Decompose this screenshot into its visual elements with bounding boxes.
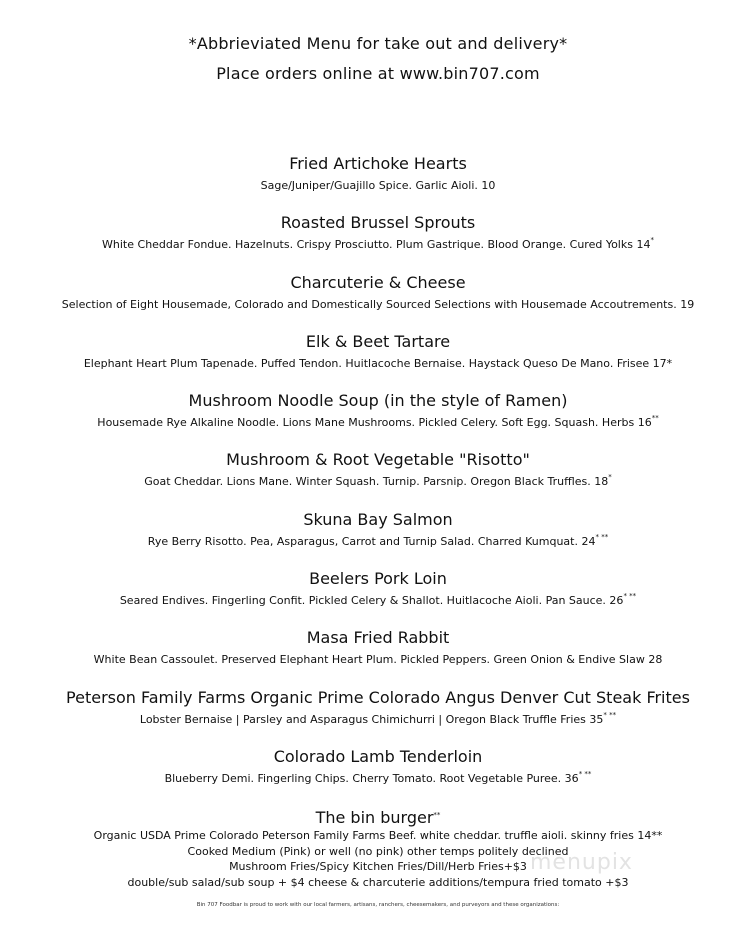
item-desc: Lobster Bernaise | Parsley and Asparagus Chimichurri | Oregon Black Truffle Fries 35 xyxy=(139,712,604,726)
item-title: Fried Artichoke Hearts xyxy=(289,154,467,173)
item-desc: Selection of Eight Housemade, Colorado and Domestically Sourced Selections with Housemade Accoutrements. 19 xyxy=(61,297,695,311)
menu-item-bin-burger xyxy=(0,805,756,889)
item-mark: * ** xyxy=(603,710,617,719)
item-desc: White Bean Cassoulet. Preserved Elephant Heart Plum. Pickled Peppers. Green Onion & Endive Slaw 28 xyxy=(93,653,663,667)
item-desc: Cooked Medium (Pink) or well (no pink) other temps politely declined xyxy=(187,844,569,858)
item-title: Colorado Lamb Tenderloin xyxy=(273,746,483,766)
item-title: Masa Fried Rabbit xyxy=(306,628,450,648)
item-title: Roasted Brussel Sprouts xyxy=(280,213,476,233)
item-mark: * xyxy=(650,236,654,245)
item-desc: Elephant Heart Plum Tapenade. Puffed Tendon. Huitlacoche Bernaise. Haystack Queso De Mano. Frisee 17* xyxy=(83,356,673,370)
menu-item xyxy=(0,212,756,271)
watermark: menupix xyxy=(530,850,633,875)
item-title: Peterson Family Farms Organic Prime Colorado Angus Denver Cut Steak Frites xyxy=(66,687,690,707)
menu-item xyxy=(0,568,756,627)
item-desc: Organic USDA Prime Colorado Peterson Family Farms Beef. white cheddar. truffle aioli. skinny fries 14** xyxy=(93,829,663,843)
item-desc: Rye Berry Risotto. Pea, Asparagus, Carrot and Turnip Salad. Charred Kumquat. 24 xyxy=(147,534,596,548)
item-desc: Seared Endives. Fingerling Confit. Pickled Celery & Shallot. Huitlacoche Aioli. Pan Sauce. 26 xyxy=(119,594,624,608)
item-title: Mushroom & Root Vegetable "Risotto" xyxy=(226,450,530,470)
item-title: The bin burger xyxy=(315,808,434,828)
item-title: Elk & Beet Tartare xyxy=(305,331,451,351)
menu-item xyxy=(0,627,756,686)
menu-items xyxy=(0,153,756,889)
menu-item xyxy=(0,449,756,508)
item-mark: * ** xyxy=(595,532,609,541)
item-desc: Blueberry Demi. Fingerling Chips. Cherry Tomato. Root Vegetable Puree. 36 xyxy=(164,771,579,785)
menu-item xyxy=(0,687,756,746)
item-desc: White Cheddar Fondue. Hazelnuts. Crispy Prosciutto. Plum Gastrique. Blood Orange. Cured Yolks 14 xyxy=(102,238,651,252)
item-desc: double/sub salad/sub soup + $4 cheese & charcuterie additions/tempura fried tomato +$3 xyxy=(127,875,629,889)
item-mark: * ** xyxy=(623,592,637,601)
footer-text: Bin 707 Foodbar is proud to work with our local farmers, artisans, ranchers, cheesemakers, and purveyors and these organizations: xyxy=(196,902,560,908)
item-title: Skuna Bay Salmon xyxy=(303,509,453,529)
menu-item xyxy=(0,390,756,449)
menu-item xyxy=(0,153,756,212)
item-desc: Mushroom Fries/Spicy Kitchen Fries/Dill/Herb Fries+$3 xyxy=(229,860,527,874)
item-mark: * ** xyxy=(578,769,592,778)
menu-item xyxy=(0,331,756,390)
menu-item xyxy=(0,272,756,331)
menu-notice: *Abbrieviated Menu for take out and delivery* xyxy=(188,34,568,53)
item-desc: Goat Cheddar. Lions Mane. Winter Squash. Turnip. Parsnip. Oregon Black Truffles. 18 xyxy=(144,475,609,489)
item-title: Charcuterie & Cheese xyxy=(290,272,466,292)
item-title: Mushroom Noodle Soup (in the style of Ramen) xyxy=(188,391,568,411)
item-mark: * xyxy=(608,473,612,482)
item-title: Beelers Pork Loin xyxy=(309,569,447,589)
item-desc: Housemade Rye Alkaline Noodle. Lions Mane Mushrooms. Pickled Celery. Soft Egg. Squash. Herbs 16 xyxy=(97,416,652,430)
order-online-text: Place orders online at www.bin707.com xyxy=(216,64,540,83)
item-desc: Sage/Juniper/Guajillo Spice. Garlic Aioli. 10 xyxy=(260,179,496,192)
menu-item xyxy=(0,509,756,568)
menu-item xyxy=(0,746,756,805)
item-mark: ** xyxy=(651,414,659,423)
item-mark: ** xyxy=(433,811,441,820)
